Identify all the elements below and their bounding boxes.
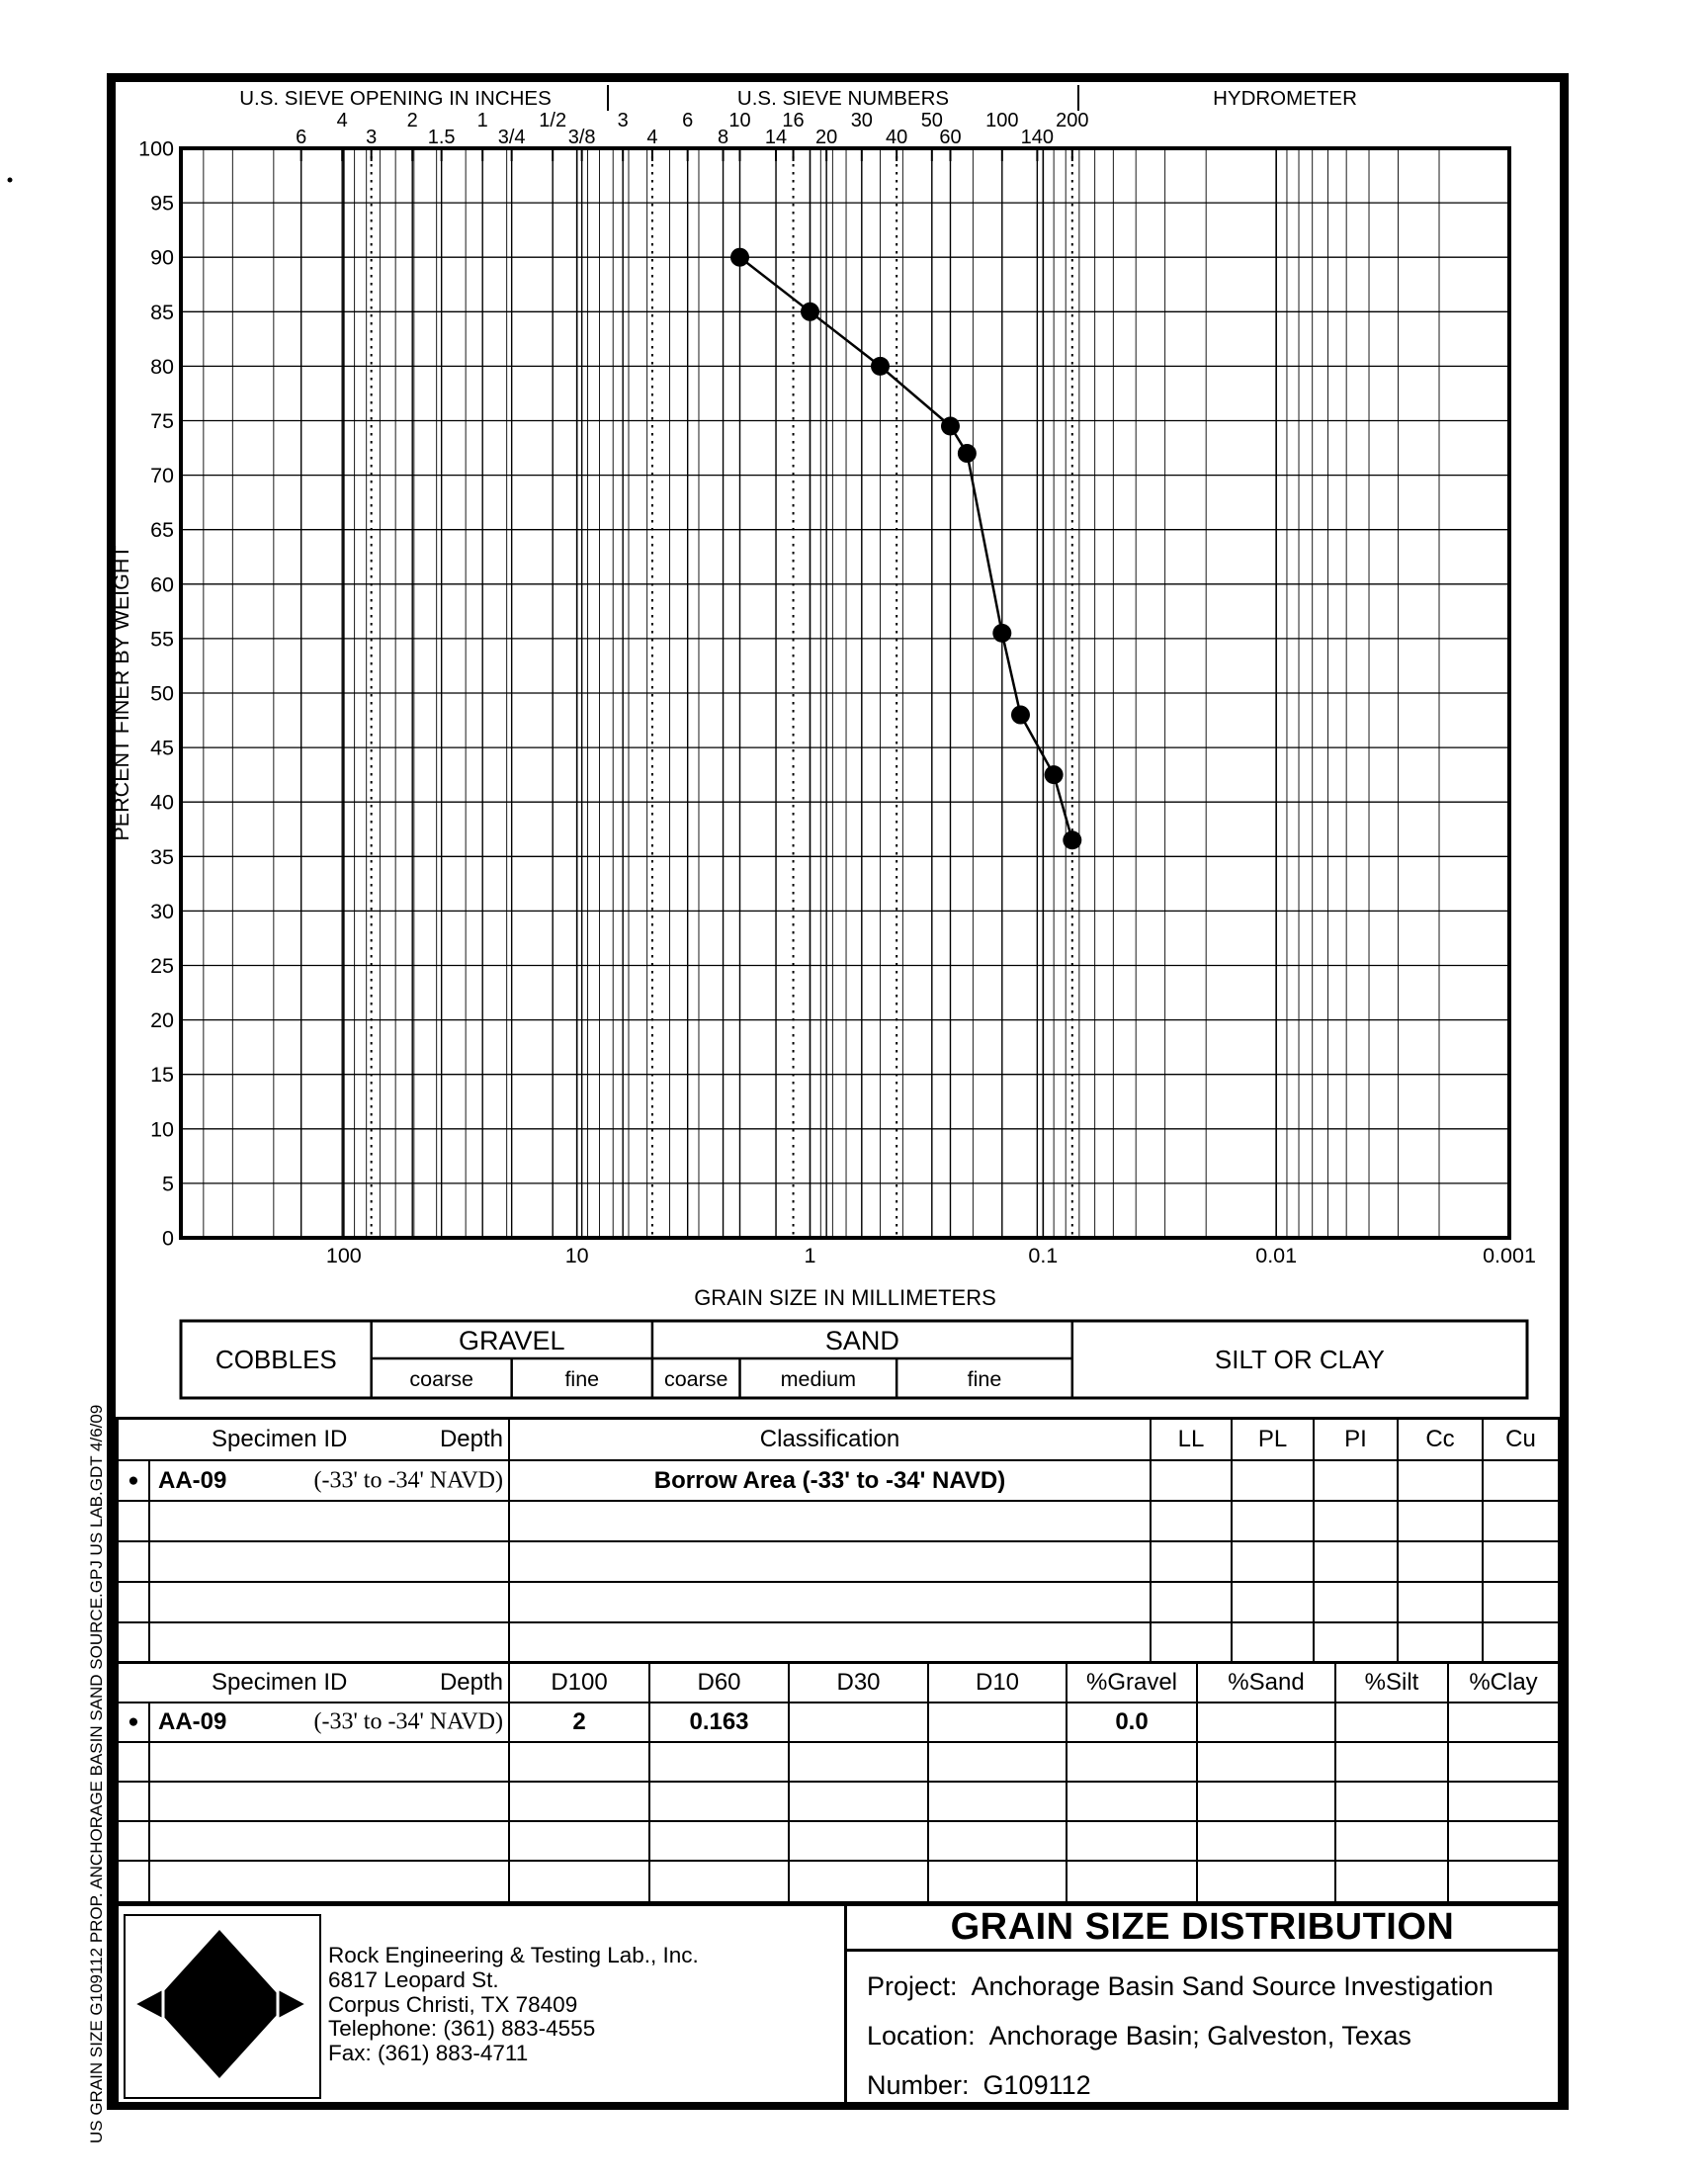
stat-value: [1315, 1623, 1399, 1664]
row-marker: [119, 1822, 150, 1860]
row-marker: [119, 1583, 150, 1621]
sieve-label: 1.5: [427, 127, 456, 148]
gradation-label-gravel-fine: fine: [564, 1367, 600, 1391]
specimen-depth-cell: [150, 1822, 510, 1860]
specimen-id-header: Specimen ID: [212, 1426, 348, 1452]
data-point: [958, 444, 977, 463]
sieve-label: 6: [682, 110, 694, 131]
sieve-label: 14: [764, 127, 788, 148]
row-marker: [119, 1664, 150, 1702]
project-value: Anchorage Basin Sand Source Investigation: [971, 1971, 1494, 2001]
logo-right-arrow-icon: [278, 1988, 307, 2020]
size-value: [1336, 1783, 1449, 1820]
y-tick-label: 5: [162, 1172, 174, 1196]
y-tick-label: 20: [150, 1008, 174, 1033]
classification-value: [510, 1623, 1152, 1664]
column-header: Classification: [510, 1420, 1152, 1459]
data-point: [1063, 830, 1081, 849]
size-value: [1198, 1743, 1336, 1781]
column-header: D30: [790, 1664, 929, 1702]
gradation-label-gravel: GRAVEL: [459, 1326, 565, 1355]
y-tick-label: 25: [150, 954, 174, 978]
stat-value: [1152, 1542, 1233, 1581]
row-marker: [119, 1542, 150, 1581]
data-point: [1045, 765, 1064, 784]
row-marker: [119, 1623, 150, 1664]
grain-size-stats-table: [116, 1661, 1561, 1904]
size-value: [1198, 1703, 1336, 1741]
sieve-label: 10: [728, 110, 751, 131]
stat-value: [1233, 1583, 1315, 1621]
size-value: [790, 1783, 929, 1820]
size-value: [1198, 1822, 1336, 1860]
data-point: [871, 357, 890, 376]
specimen-depth-cell: [150, 1542, 510, 1581]
project-label: Project:: [867, 1971, 958, 2001]
sieve-label: 8: [717, 127, 729, 148]
stat-value: [1484, 1583, 1558, 1621]
stat-value: [1399, 1502, 1484, 1540]
table-row: [119, 1502, 1558, 1542]
table-row: [119, 1461, 1558, 1502]
location-line: [867, 2011, 1558, 2060]
y-tick-label: 95: [150, 191, 174, 216]
stat-value: [1399, 1623, 1484, 1664]
size-value: [1449, 1743, 1558, 1781]
size-value: [650, 1862, 790, 1901]
company-logo: [124, 1914, 321, 2099]
location-value: Anchorage Basin; Galveston, Texas: [988, 2021, 1411, 2051]
row-marker: ●: [119, 1703, 150, 1741]
y-tick-label: 15: [150, 1063, 174, 1088]
table-row: [119, 1743, 1558, 1783]
x-decade-label: 1: [804, 1244, 816, 1267]
column-header: %Gravel: [1068, 1664, 1198, 1702]
gradation-label-cobbles: COBBLES: [214, 1345, 337, 1374]
location-label: Location:: [867, 2021, 976, 2051]
sieve-label: 3/4: [497, 127, 526, 148]
sieve-label: 4: [646, 127, 658, 148]
size-value: [1198, 1783, 1336, 1820]
size-value: [1449, 1822, 1558, 1860]
classification-value: [510, 1502, 1152, 1540]
depth-header: Depth: [439, 1669, 503, 1696]
y-tick-label: 0: [162, 1226, 174, 1251]
stat-value: [1152, 1623, 1233, 1664]
column-header: Cu: [1505, 1426, 1536, 1452]
size-value: [1068, 1822, 1198, 1860]
stat-value: [1233, 1502, 1315, 1540]
y-tick-label: 60: [150, 572, 174, 597]
size-value: [1449, 1862, 1558, 1901]
y-tick-label: 35: [150, 844, 174, 869]
number-label: Number:: [867, 2070, 970, 2100]
x-decade-label: 0.1: [1028, 1244, 1059, 1267]
stat-value: [1233, 1542, 1315, 1581]
sieve-label: 16: [782, 110, 805, 131]
stat-value: [1484, 1502, 1558, 1540]
size-value: [1449, 1703, 1558, 1741]
report-title: GRAIN SIZE DISTRIBUTION: [847, 1906, 1558, 1952]
sieve-label: 4: [336, 110, 348, 131]
x-decade-label: 100: [325, 1244, 362, 1267]
stat-value: [1315, 1583, 1399, 1621]
y-tick-label: 75: [150, 409, 174, 433]
y-tick-label: 30: [150, 899, 174, 923]
sieve-label: 140: [1020, 127, 1055, 148]
specimen-depth-cell: [150, 1743, 510, 1781]
column-header: D100: [510, 1664, 650, 1702]
logo-text: ROCK: [162, 1984, 277, 2026]
scan-speck: [8, 178, 13, 183]
top-axis-title-hydrometer: HYDROMETER: [1213, 87, 1357, 110]
size-value: [929, 1783, 1068, 1820]
logo-left-arrow-icon: [133, 1988, 163, 2020]
table-row: [119, 1862, 1558, 1901]
company-address: [328, 1944, 699, 2066]
stat-value: [1399, 1542, 1484, 1581]
classification-value: [510, 1542, 1152, 1581]
column-header: Cc: [1399, 1420, 1484, 1459]
table-header-row: [119, 1420, 1558, 1461]
column-header: LL: [1152, 1420, 1233, 1459]
stat-value: [1152, 1583, 1233, 1621]
depth-header: Depth: [439, 1426, 503, 1452]
row-marker: [119, 1862, 150, 1901]
size-value: [790, 1862, 929, 1901]
data-point: [801, 303, 819, 321]
sieve-label: 2: [406, 110, 418, 131]
company-fax: Fax: (361) 883-4711: [328, 2041, 529, 2066]
project-info: [847, 1952, 1558, 2110]
classification-table: [116, 1417, 1561, 1667]
size-value: [510, 1743, 650, 1781]
size-value: [650, 1783, 790, 1820]
company-street: 6817 Leopard St.: [328, 1966, 499, 1992]
specimen-depth-cell: [150, 1461, 510, 1500]
project-line: [867, 1962, 1558, 2011]
specimen-depth-cell: [150, 1623, 510, 1664]
size-value: [1336, 1703, 1449, 1741]
stat-value: [1484, 1542, 1558, 1581]
company-phone: Telephone: (361) 883-4555: [328, 2016, 596, 2042]
size-value: [650, 1743, 790, 1781]
y-tick-label: 45: [150, 736, 174, 760]
data-point: [730, 248, 749, 267]
column-header: PL: [1233, 1420, 1315, 1459]
table-row: [119, 1783, 1558, 1822]
table-row: [119, 1542, 1558, 1583]
specimen-depth-cell: [150, 1664, 510, 1702]
sieve-label: 60: [939, 127, 962, 148]
top-axis-title-numbers: U.S. SIEVE NUMBERS: [736, 87, 950, 110]
gradation-label-silt-clay: SILT OR CLAY: [1214, 1345, 1385, 1374]
sieve-label: 1/2: [539, 110, 567, 131]
y-tick-label: 85: [150, 300, 174, 324]
company-city: Corpus Christi, TX 78409: [328, 1991, 578, 2017]
table-row: [119, 1822, 1558, 1862]
size-value: [510, 1822, 650, 1860]
size-value: [650, 1822, 790, 1860]
column-header: %Silt: [1336, 1664, 1449, 1702]
stat-value: [1152, 1502, 1233, 1540]
specimen-id: AA-09: [158, 1466, 227, 1494]
size-value: [510, 1862, 650, 1901]
gradation-label-sand-coarse: coarse: [663, 1367, 728, 1391]
sieve-label: 20: [815, 127, 838, 148]
table-row: [119, 1623, 1558, 1664]
size-value: [1336, 1743, 1449, 1781]
data-point: [1011, 706, 1030, 725]
size-value: [929, 1743, 1068, 1781]
data-point: [992, 624, 1011, 643]
row-marker: ●: [119, 1461, 150, 1500]
stat-value: [1152, 1461, 1233, 1500]
sieve-label: 50: [920, 110, 943, 131]
column-header: %Sand: [1198, 1664, 1336, 1702]
stat-value: [1484, 1623, 1558, 1664]
gradation-label-sand-medium: medium: [780, 1367, 857, 1391]
y-tick-label: 55: [150, 627, 174, 652]
size-value: [929, 1822, 1068, 1860]
column-header: D10: [929, 1664, 1068, 1702]
size-value: [790, 1703, 929, 1741]
sieve-label: 200: [1056, 110, 1089, 131]
size-value: [1068, 1743, 1198, 1781]
stat-value: [1233, 1623, 1315, 1664]
column-header: PI: [1315, 1420, 1399, 1459]
size-value: [1068, 1862, 1198, 1901]
stat-value: [1315, 1461, 1399, 1500]
number-line: [867, 2060, 1558, 2110]
number-value: G109112: [982, 2070, 1091, 2100]
y-tick-label: 80: [150, 354, 174, 379]
title-block: [116, 1903, 1561, 2105]
y-tick-label: 90: [150, 245, 174, 270]
size-value: 0.163: [650, 1703, 790, 1741]
gradation-label-sand-fine: fine: [967, 1367, 1002, 1391]
depth-value: (-33' to -34' NAVD): [313, 1467, 503, 1493]
size-value: 2: [510, 1703, 650, 1741]
y-tick-label: 70: [150, 464, 174, 488]
size-value: [1336, 1862, 1449, 1901]
specimen-depth-cell: [150, 1420, 510, 1459]
gradation-label-gravel-coarse: coarse: [409, 1367, 473, 1391]
size-value: [929, 1862, 1068, 1901]
table-header-row: [119, 1664, 1558, 1703]
stat-value: [1233, 1461, 1315, 1500]
margin-filename-note: US GRAIN SIZE G109112 PROP. ANCHORAGE BASIN SAND SOURCE.GPJ US LAB.GDT 4/6/09: [87, 1404, 106, 2143]
y-tick-label: 50: [150, 681, 174, 706]
specimen-depth-cell: [150, 1783, 510, 1820]
size-value: [790, 1822, 929, 1860]
size-value: [510, 1783, 650, 1820]
stat-value: [1399, 1461, 1484, 1500]
gradation-label-sand: SAND: [824, 1326, 899, 1355]
specimen-depth-cell: [150, 1583, 510, 1621]
stat-value: [1399, 1583, 1484, 1621]
y-tick-label: 100: [138, 136, 174, 161]
column-header: D60: [650, 1664, 790, 1702]
classification-value: Borrow Area (-33' to -34' NAVD): [510, 1461, 1152, 1500]
y-axis-title: PERCENT FINER BY WEIGHT: [110, 545, 133, 841]
sieve-label: 30: [850, 110, 873, 131]
depth-value: (-33' to -34' NAVD): [313, 1708, 503, 1735]
size-value: [1449, 1783, 1558, 1820]
data-point: [941, 417, 960, 436]
table-row: [119, 1703, 1558, 1743]
y-tick-label: 40: [150, 790, 174, 815]
company-name: Rock Engineering & Testing Lab., Inc.: [328, 1943, 699, 1967]
size-value: [1336, 1822, 1449, 1860]
size-value: [929, 1703, 1068, 1741]
row-marker: [119, 1783, 150, 1820]
sieve-label: 3: [366, 127, 378, 148]
size-value: [1068, 1783, 1198, 1820]
specimen-id: AA-09: [158, 1708, 227, 1735]
stat-value: [1484, 1461, 1558, 1500]
sieve-label: 1: [476, 110, 488, 131]
row-marker: [119, 1420, 150, 1459]
stat-value: [1315, 1502, 1399, 1540]
specimen-depth-cell: [150, 1502, 510, 1540]
rock-logo-graphic: [126, 1916, 315, 2093]
classification-value: [510, 1583, 1152, 1621]
sieve-label: 6: [296, 127, 307, 148]
row-marker: [119, 1743, 150, 1781]
specimen-id-header: Specimen ID: [212, 1669, 348, 1696]
company-block: [119, 1906, 847, 2102]
size-value: 0.0: [1068, 1703, 1198, 1741]
sieve-label: 40: [886, 127, 908, 148]
stat-value: [1315, 1542, 1399, 1581]
x-axis-title: GRAIN SIZE IN MILLIMETERS: [694, 1285, 996, 1310]
specimen-depth-cell: [150, 1862, 510, 1901]
row-marker: [119, 1502, 150, 1540]
top-axis-title-inches: U.S. SIEVE OPENING IN INCHES: [239, 87, 552, 110]
column-header: %Clay: [1469, 1669, 1538, 1696]
y-tick-label: 10: [150, 1117, 174, 1142]
x-decade-label: 0.001: [1483, 1244, 1536, 1267]
project-block: [847, 1906, 1558, 2102]
table-row: [119, 1583, 1558, 1623]
specimen-depth-cell: [150, 1703, 510, 1741]
x-decade-label: 0.01: [1255, 1244, 1298, 1267]
x-decade-label: 10: [564, 1244, 589, 1267]
y-tick-label: 65: [150, 518, 174, 543]
sieve-label: 100: [985, 110, 1019, 131]
size-value: [790, 1743, 929, 1781]
sieve-label: 3/8: [567, 127, 596, 148]
size-value: [1198, 1862, 1336, 1901]
sieve-label: 3: [617, 110, 629, 131]
